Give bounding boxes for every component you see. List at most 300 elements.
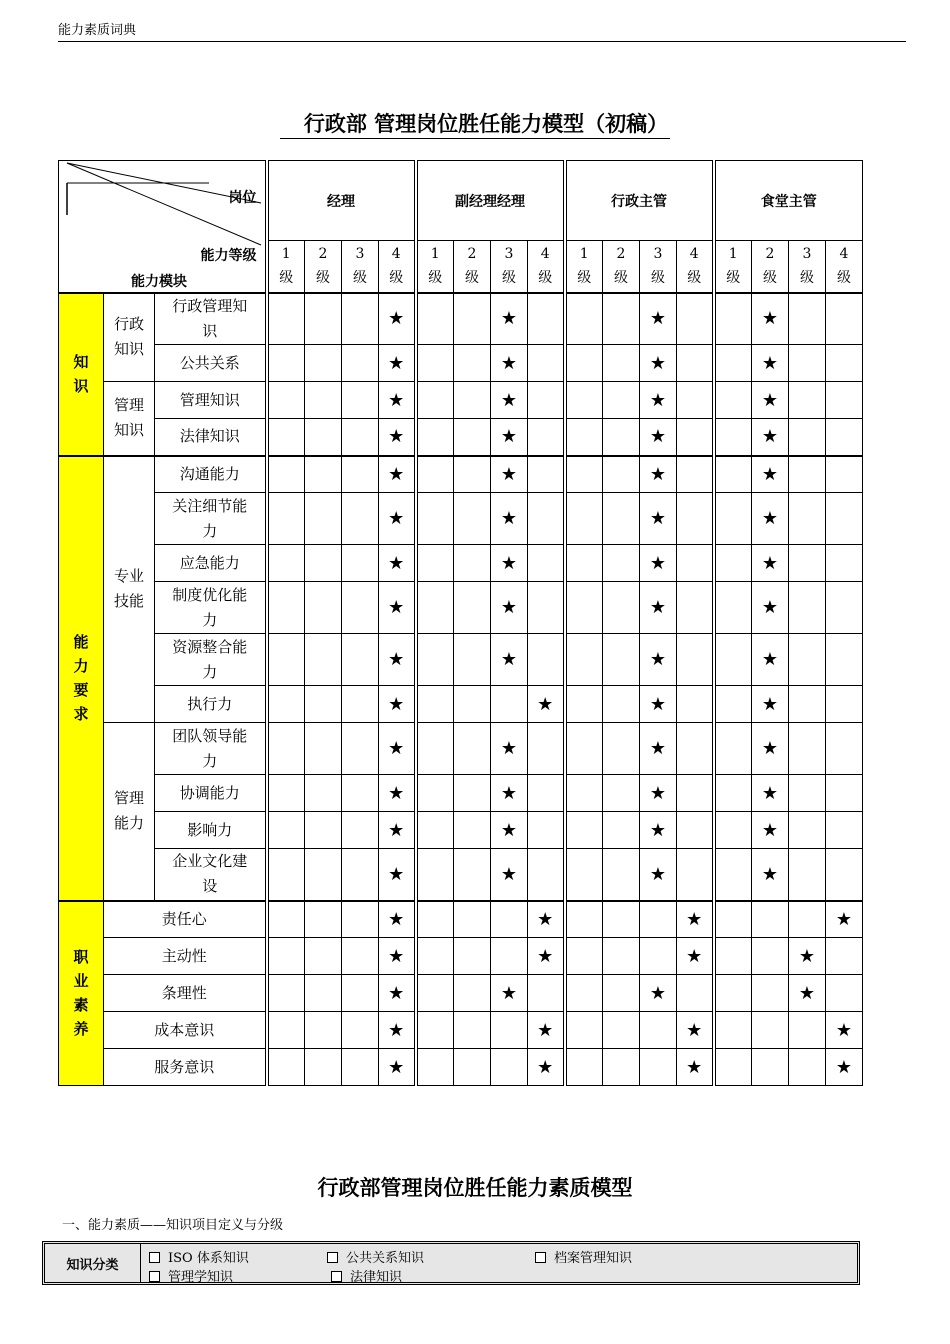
rating-cell (416, 456, 454, 493)
rating-cell (565, 849, 603, 901)
rating-cell (603, 382, 640, 419)
rating-cell (416, 686, 454, 723)
rating-cell (267, 293, 305, 345)
rating-cell (826, 812, 863, 849)
rating-cell (565, 723, 603, 775)
rating-cell (714, 1049, 752, 1086)
rating-cell (342, 545, 379, 582)
competency-name: 责任心 (104, 901, 267, 938)
rating-cell (565, 582, 603, 634)
rating-cell (826, 293, 863, 345)
rating-cell (416, 775, 454, 812)
checkbox-icon (149, 1252, 160, 1263)
competency-name: 沟通能力 (155, 456, 267, 493)
competency-name: 条理性 (104, 975, 267, 1012)
rating-cell (714, 975, 752, 1012)
rating-cell (565, 1012, 603, 1049)
rating-cell (305, 849, 342, 901)
rating-star: ★ (677, 1012, 714, 1049)
position-header: 经理 (267, 161, 416, 241)
rating-cell (603, 1049, 640, 1086)
rating-cell (603, 419, 640, 456)
sub-module-label: 专业 技能 (104, 456, 155, 723)
level-label: 能力等级 (200, 248, 257, 264)
position-label: 岗位 (228, 190, 257, 206)
rating-cell (603, 582, 640, 634)
sub-module-label: 管理 能力 (104, 723, 155, 901)
competency-name: 管理知识 (155, 382, 267, 419)
rating-cell (752, 975, 789, 1012)
header-text: 能力素质词典 (58, 23, 137, 38)
rating-cell (789, 634, 826, 686)
rating-cell (342, 345, 379, 382)
rating-cell (342, 975, 379, 1012)
rating-star: ★ (379, 382, 416, 419)
rating-star: ★ (640, 456, 677, 493)
rating-cell (416, 582, 454, 634)
rating-cell (454, 723, 491, 775)
position-header: 副经理经理 (416, 161, 565, 241)
rating-star: ★ (640, 293, 677, 345)
rating-star: ★ (640, 775, 677, 812)
rating-cell (603, 634, 640, 686)
rating-cell (416, 345, 454, 382)
rating-cell (454, 686, 491, 723)
knowledge-option-public-relations[interactable]: 公共关系知识 (327, 1247, 424, 1266)
level-header: 4 级 (826, 241, 863, 293)
rating-cell (826, 545, 863, 582)
rating-cell (454, 582, 491, 634)
rating-cell (416, 812, 454, 849)
rating-cell (342, 456, 379, 493)
knowledge-option-management[interactable]: 管理学知识 (149, 1266, 233, 1285)
rating-cell (342, 419, 379, 456)
rating-cell (603, 849, 640, 901)
rating-cell (305, 975, 342, 1012)
rating-star: ★ (752, 723, 789, 775)
rating-cell (342, 493, 379, 545)
rating-star: ★ (752, 545, 789, 582)
rating-cell (454, 812, 491, 849)
rating-cell (640, 1049, 677, 1086)
rating-cell (789, 582, 826, 634)
rating-cell (416, 545, 454, 582)
rating-star: ★ (752, 812, 789, 849)
rating-cell (565, 545, 603, 582)
rating-cell (416, 1012, 454, 1049)
rating-cell (677, 686, 714, 723)
rating-cell (714, 545, 752, 582)
level-header: 1 级 (565, 241, 603, 293)
rating-cell (342, 901, 379, 938)
rating-cell (416, 723, 454, 775)
competency-name: 公共关系 (155, 345, 267, 382)
rating-star: ★ (379, 775, 416, 812)
level-header: 1 级 (416, 241, 454, 293)
rating-cell (416, 975, 454, 1012)
rating-cell (565, 493, 603, 545)
rating-cell (305, 775, 342, 812)
rating-cell (342, 812, 379, 849)
rating-cell (305, 938, 342, 975)
competency-name: 协调能力 (155, 775, 267, 812)
rating-cell (789, 345, 826, 382)
rating-star: ★ (640, 686, 677, 723)
rating-cell (826, 975, 863, 1012)
rating-star: ★ (491, 775, 528, 812)
rating-star: ★ (491, 582, 528, 634)
rating-cell (826, 686, 863, 723)
rating-cell (714, 345, 752, 382)
rating-cell (491, 901, 528, 938)
sub-module-label: 管理 知识 (104, 382, 155, 456)
rating-cell (528, 382, 565, 419)
rating-star: ★ (640, 493, 677, 545)
checkbox-icon (149, 1271, 160, 1282)
rating-cell (454, 493, 491, 545)
rating-cell (789, 901, 826, 938)
rating-cell (714, 901, 752, 938)
rating-cell (416, 901, 454, 938)
checkbox-icon (327, 1252, 338, 1263)
rating-star: ★ (752, 582, 789, 634)
rating-cell (714, 938, 752, 975)
rating-cell (528, 812, 565, 849)
rating-star: ★ (491, 493, 528, 545)
rating-cell (416, 493, 454, 545)
rating-cell (454, 419, 491, 456)
rating-cell (789, 686, 826, 723)
rating-cell (267, 634, 305, 686)
rating-cell (267, 493, 305, 545)
rating-cell (528, 975, 565, 1012)
rating-cell (491, 938, 528, 975)
rating-star: ★ (640, 812, 677, 849)
rating-star: ★ (379, 938, 416, 975)
competency-name: 企业文化建 设 (155, 849, 267, 901)
rating-cell (454, 382, 491, 419)
rating-star: ★ (752, 634, 789, 686)
rating-cell (677, 419, 714, 456)
rating-star: ★ (752, 493, 789, 545)
competency-name: 主动性 (104, 938, 267, 975)
rating-star: ★ (640, 382, 677, 419)
rating-cell (826, 456, 863, 493)
rating-star: ★ (379, 849, 416, 901)
rating-cell (491, 1049, 528, 1086)
rating-star: ★ (640, 634, 677, 686)
knowledge-category-table (42, 1241, 860, 1285)
rating-cell (565, 901, 603, 938)
rating-cell (603, 545, 640, 582)
level-header: 3 级 (789, 241, 826, 293)
rating-cell (454, 545, 491, 582)
level-header: 3 级 (640, 241, 677, 293)
rating-cell (826, 345, 863, 382)
rating-cell (342, 582, 379, 634)
rating-star: ★ (379, 686, 416, 723)
competency-name: 团队领导能 力 (155, 723, 267, 775)
rating-cell (677, 345, 714, 382)
knowledge-option-law[interactable]: 法律知识 (331, 1266, 402, 1285)
page-header (58, 20, 906, 42)
rating-cell (714, 849, 752, 901)
rating-cell (454, 1049, 491, 1086)
rating-cell (528, 456, 565, 493)
rating-star: ★ (379, 493, 416, 545)
rating-cell (305, 345, 342, 382)
checkbox-icon (331, 1271, 342, 1282)
rating-star: ★ (677, 1049, 714, 1086)
rating-cell (416, 634, 454, 686)
rating-star: ★ (752, 686, 789, 723)
rating-cell (416, 419, 454, 456)
rating-cell (714, 456, 752, 493)
rating-cell (528, 419, 565, 456)
rating-cell (528, 545, 565, 582)
rating-cell (826, 493, 863, 545)
rating-cell (305, 686, 342, 723)
module-label: 能力模块 (131, 274, 187, 290)
knowledge-category-label: 知识分类 (45, 1244, 141, 1282)
rating-cell (565, 293, 603, 345)
rating-cell (789, 1049, 826, 1086)
rating-cell (640, 1012, 677, 1049)
rating-star: ★ (379, 723, 416, 775)
rating-cell (603, 686, 640, 723)
rating-cell (677, 775, 714, 812)
rating-cell (454, 775, 491, 812)
competency-name: 成本意识 (104, 1012, 267, 1049)
rating-cell (603, 938, 640, 975)
rating-cell (305, 382, 342, 419)
rating-star: ★ (379, 293, 416, 345)
rating-cell (342, 938, 379, 975)
rating-cell (528, 493, 565, 545)
rating-star: ★ (640, 975, 677, 1012)
rating-cell (752, 938, 789, 975)
competency-name: 行政管理知 识 (155, 293, 267, 345)
rating-cell (714, 493, 752, 545)
rating-cell (342, 775, 379, 812)
rating-cell (640, 938, 677, 975)
rating-cell (603, 1012, 640, 1049)
rating-cell (267, 419, 305, 456)
rating-cell (565, 686, 603, 723)
rating-star: ★ (491, 456, 528, 493)
rating-star: ★ (640, 545, 677, 582)
rating-cell (267, 545, 305, 582)
rating-cell (305, 901, 342, 938)
rating-cell (267, 901, 305, 938)
competency-name: 制度优化能 力 (155, 582, 267, 634)
rating-cell (714, 723, 752, 775)
rating-star: ★ (379, 345, 416, 382)
diagonal-header-cell (59, 161, 267, 293)
rating-cell (267, 1012, 305, 1049)
rating-star: ★ (789, 975, 826, 1012)
competency-name: 关注细节能 力 (155, 493, 267, 545)
rating-star: ★ (677, 901, 714, 938)
rating-cell (826, 775, 863, 812)
knowledge-option-iso[interactable]: ISO 体系知识 (149, 1247, 249, 1266)
rating-cell (528, 775, 565, 812)
model-title (0, 108, 950, 139)
rating-cell (267, 345, 305, 382)
rating-cell (789, 456, 826, 493)
rating-star: ★ (640, 582, 677, 634)
rating-star: ★ (826, 901, 863, 938)
rating-cell (528, 582, 565, 634)
rating-star: ★ (379, 975, 416, 1012)
rating-cell (454, 975, 491, 1012)
rating-cell (305, 419, 342, 456)
rating-cell (342, 1012, 379, 1049)
rating-cell (454, 849, 491, 901)
rating-star: ★ (528, 901, 565, 938)
rating-cell (714, 382, 752, 419)
competency-name: 应急能力 (155, 545, 267, 582)
rating-cell (267, 938, 305, 975)
rating-cell (342, 723, 379, 775)
rating-cell (342, 686, 379, 723)
rating-star: ★ (379, 419, 416, 456)
rating-cell (491, 1012, 528, 1049)
rating-star: ★ (640, 345, 677, 382)
rating-cell (342, 382, 379, 419)
rating-star: ★ (640, 849, 677, 901)
rating-cell (677, 723, 714, 775)
rating-cell (677, 634, 714, 686)
rating-cell (565, 938, 603, 975)
rating-cell (342, 849, 379, 901)
rating-cell (267, 456, 305, 493)
rating-cell (454, 901, 491, 938)
rating-cell (416, 1049, 454, 1086)
rating-star: ★ (491, 293, 528, 345)
rating-star: ★ (752, 849, 789, 901)
rating-cell (305, 545, 342, 582)
rating-cell (826, 938, 863, 975)
rating-cell (714, 634, 752, 686)
rating-cell (565, 456, 603, 493)
rating-cell (267, 582, 305, 634)
rating-star: ★ (491, 382, 528, 419)
rating-cell (305, 1012, 342, 1049)
rating-star: ★ (752, 345, 789, 382)
level-header: 2 级 (752, 241, 789, 293)
rating-cell (714, 1012, 752, 1049)
rating-cell (789, 775, 826, 812)
rating-cell (267, 849, 305, 901)
rating-cell (603, 293, 640, 345)
competency-name: 执行力 (155, 686, 267, 723)
rating-cell (528, 293, 565, 345)
rating-cell (416, 849, 454, 901)
rating-cell (789, 493, 826, 545)
level-header: 4 级 (379, 241, 416, 293)
rating-cell (416, 293, 454, 345)
rating-cell (565, 775, 603, 812)
rating-cell (565, 419, 603, 456)
rating-cell (305, 723, 342, 775)
sub-module-label: 行政 知识 (104, 293, 155, 382)
level-header: 4 级 (677, 241, 714, 293)
rating-star: ★ (528, 938, 565, 975)
rating-cell (677, 582, 714, 634)
rating-cell (789, 545, 826, 582)
rating-cell (789, 293, 826, 345)
competency-name: 法律知识 (155, 419, 267, 456)
rating-cell (342, 293, 379, 345)
rating-cell (789, 419, 826, 456)
rating-cell (826, 582, 863, 634)
rating-cell (491, 686, 528, 723)
rating-cell (454, 634, 491, 686)
rating-cell (565, 382, 603, 419)
rating-cell (714, 686, 752, 723)
rating-cell (603, 775, 640, 812)
competency-name: 影响力 (155, 812, 267, 849)
rating-cell (603, 456, 640, 493)
rating-cell (305, 493, 342, 545)
rating-star: ★ (379, 1049, 416, 1086)
rating-cell (342, 634, 379, 686)
rating-cell (752, 1012, 789, 1049)
rating-cell (305, 634, 342, 686)
rating-star: ★ (379, 1012, 416, 1049)
competency-name: 资源整合能 力 (155, 634, 267, 686)
rating-star: ★ (491, 975, 528, 1012)
rating-cell (267, 723, 305, 775)
position-header: 食堂主管 (714, 161, 863, 241)
rating-cell (267, 686, 305, 723)
rating-cell (528, 634, 565, 686)
rating-cell (565, 1049, 603, 1086)
rating-cell (267, 812, 305, 849)
rating-cell (752, 901, 789, 938)
rating-cell (454, 456, 491, 493)
rating-cell (677, 545, 714, 582)
rating-cell (826, 723, 863, 775)
rating-cell (267, 382, 305, 419)
knowledge-option-archive[interactable]: 档案管理知识 (535, 1247, 632, 1266)
module-label: 知 识 (59, 293, 104, 456)
checkbox-icon (535, 1252, 546, 1263)
level-header: 2 级 (454, 241, 491, 293)
rating-star: ★ (379, 812, 416, 849)
rating-cell (565, 634, 603, 686)
rating-star: ★ (826, 1049, 863, 1086)
level-header: 4 级 (528, 241, 565, 293)
rating-cell (714, 812, 752, 849)
rating-star: ★ (528, 1012, 565, 1049)
competency-model-table (58, 160, 863, 1086)
rating-star: ★ (491, 634, 528, 686)
rating-cell (826, 419, 863, 456)
rating-cell (789, 723, 826, 775)
rating-cell (789, 812, 826, 849)
rating-cell (826, 849, 863, 901)
rating-star: ★ (491, 849, 528, 901)
rating-cell (267, 775, 305, 812)
rating-cell (267, 1049, 305, 1086)
rating-cell (454, 293, 491, 345)
rating-cell (714, 419, 752, 456)
rating-cell (714, 293, 752, 345)
level-header: 3 级 (342, 241, 379, 293)
rating-star: ★ (491, 419, 528, 456)
